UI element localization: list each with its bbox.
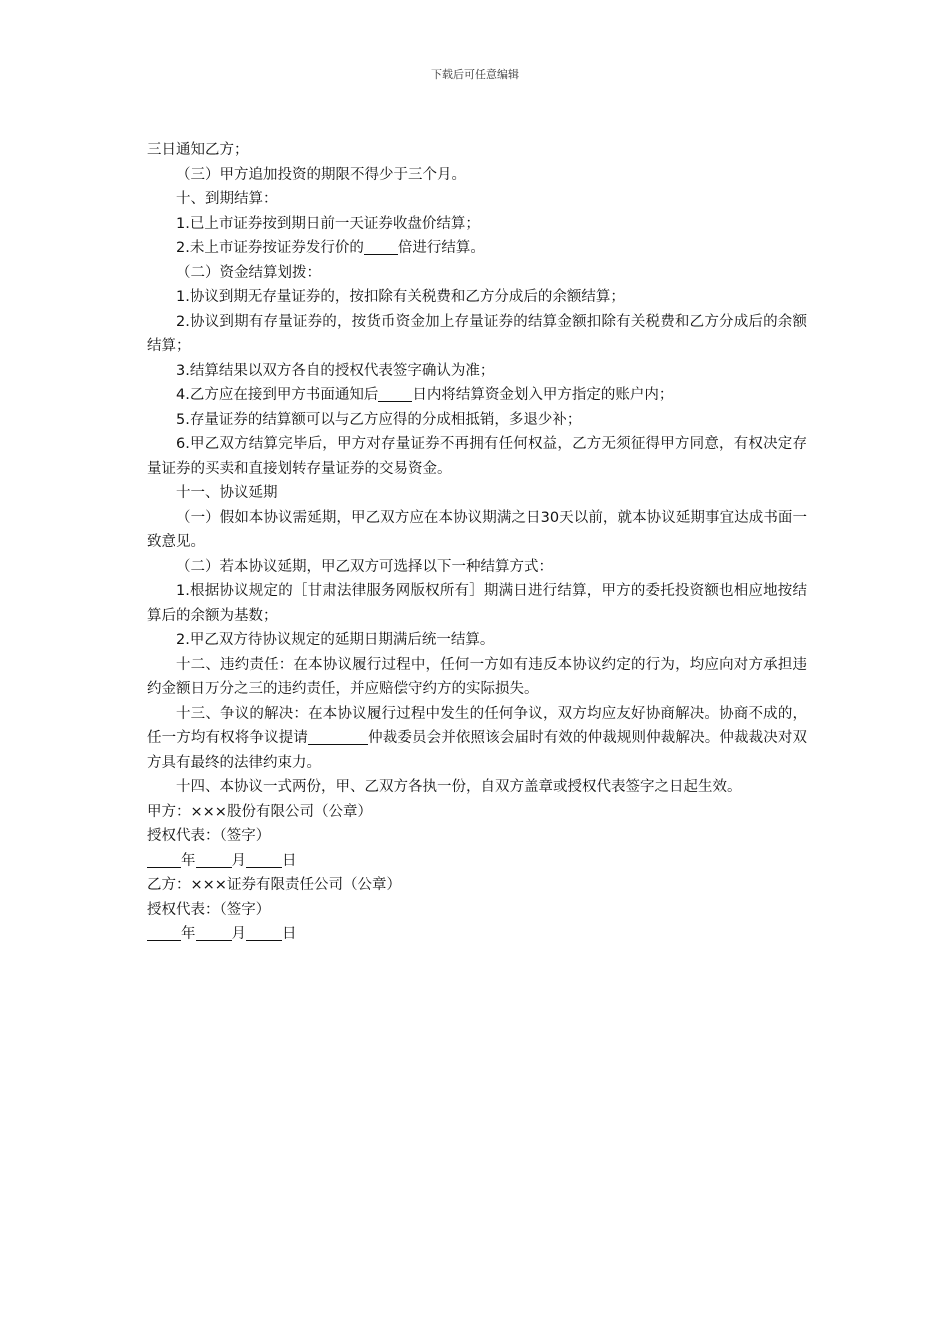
day-label: 日 xyxy=(282,926,297,942)
party-b-date xyxy=(147,922,807,947)
paragraph: 6.甲乙双方结算完毕后，甲方对存量证券不再拥有任何权益，乙方无须征得甲方同意，有权决定存量证券的买卖和直接划转存量证券的交易资金。 xyxy=(147,436,807,477)
paragraph: 十二、违约责任：在本协议履行过程中，任何一方如有违反本协议约定的行为，均应向对方承担违约金额日万分之三的违约责任，并应赔偿守约方的实际损失。 xyxy=(147,656,807,697)
paragraph: 十四、本协议一式两份，甲、乙双方各执一份，自双方盖章或授权代表签字之日起生效。 xyxy=(176,779,742,795)
party-b-representative: 授权代表：（签字） xyxy=(147,901,271,918)
paragraph: 1.协议到期无存量证券的，按扣除有关税费和乙方分成后的余额结算； xyxy=(176,289,625,305)
text: 4.乙方应在接到甲方书面通知后 xyxy=(176,387,379,403)
paragraph xyxy=(147,702,807,776)
blank-line xyxy=(147,852,181,868)
text: 仲裁委员会并依照该会届时有效的仲裁规则仲裁解决。仲裁裁决对双方具有最终的法律约束力。 xyxy=(147,730,808,771)
blank-line xyxy=(246,926,282,942)
text: 十三、争议的解决：在本协议履行过程中发生的任何争议，双方均应友好协商解决。协商不成的，任一方均有权将争议提请 xyxy=(147,705,807,746)
paragraph: 1.根据协议规定的［甘肃法律服务网版权所有］期满日进行结算，甲方的委托投资额也相应地按结算后的余额为基数； xyxy=(147,583,807,624)
blank-line xyxy=(378,387,412,403)
paragraph: （一）假如本协议需延期，甲乙双方应在本协议期满之日30天以前，就本协议延期事宜达成书面一致意见。 xyxy=(147,509,807,550)
document-body xyxy=(147,138,807,947)
paragraph: 2.甲乙双方待协议规定的延期日期满后统一结算。 xyxy=(176,632,495,648)
paragraph xyxy=(147,383,807,408)
blank-line xyxy=(196,926,232,942)
paragraph: （二）资金结算划拨： xyxy=(176,264,321,281)
party-a-date xyxy=(147,849,807,874)
paragraph: 5.存量证券的结算额可以与乙方应得的分成相抵销，多退少补； xyxy=(176,411,582,428)
blank-line xyxy=(364,240,398,256)
paragraph: （三）甲方追加投资的期限不得少于三个月。 xyxy=(176,166,466,183)
month-label: 月 xyxy=(231,852,246,869)
blank-line xyxy=(246,852,282,868)
blank-line xyxy=(308,730,368,746)
paragraph xyxy=(147,236,807,261)
party-a-line: 甲方：×××股份有限公司（公章） xyxy=(147,803,372,820)
text: 2.未上市证券按证券发行价的 xyxy=(176,240,364,256)
month-label: 月 xyxy=(231,926,246,942)
section-heading: 十、到期结算： xyxy=(176,191,278,207)
paragraph: （二）若本协议延期，甲乙双方可选择以下一种结算方式： xyxy=(176,558,553,575)
paragraph: 3.结算结果以双方各自的授权代表签字确认为准； xyxy=(176,362,495,379)
year-label: 年 xyxy=(181,926,196,942)
day-label: 日 xyxy=(282,852,297,869)
paragraph: 2.协议到期有存量证券的，按货币资金加上存量证券的结算金额扣除有关税费和乙方分成后的余额结算； xyxy=(147,313,807,354)
party-a-representative: 授权代表：（签字） xyxy=(147,828,271,844)
section-heading: 十一、协议延期 xyxy=(176,485,278,501)
text: 日内将结算资金划入甲方指定的账户内； xyxy=(412,387,674,403)
party-b-line: 乙方：×××证券有限责任公司（公章） xyxy=(147,877,401,893)
blank-line xyxy=(147,926,181,942)
paragraph: 三日通知乙方； xyxy=(147,142,249,158)
year-label: 年 xyxy=(181,852,196,869)
paragraph: 1.已上市证券按到期日前一天证券收盘价结算； xyxy=(176,215,480,232)
page-header: 下载后可任意编辑 xyxy=(431,68,519,81)
blank-line xyxy=(196,852,232,868)
text: 倍进行结算。 xyxy=(397,240,485,256)
